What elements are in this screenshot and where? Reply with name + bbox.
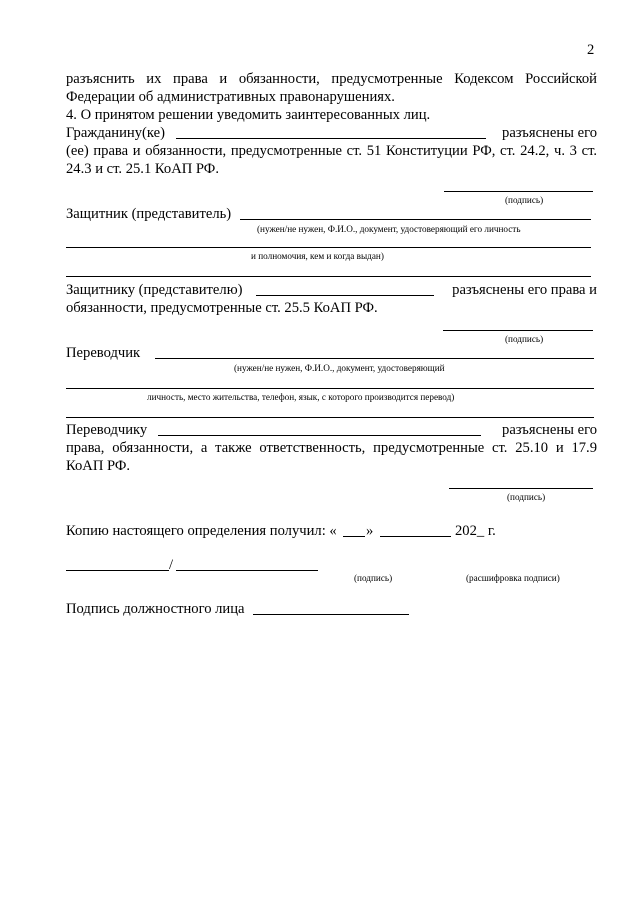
receipt-signature-line[interactable]: [66, 570, 169, 571]
to-defender-rights-line: обязанности, предусмотренные ст. 25.5 КоАП РФ.: [66, 300, 378, 316]
defender-label: Защитник (представитель): [66, 206, 232, 222]
defender-line-2[interactable]: [66, 247, 591, 248]
receipt-signature-caption: (подпись): [354, 573, 393, 583]
to-defender-name-line[interactable]: [256, 295, 434, 296]
official-signature-label: Подпись должностного лица: [66, 601, 245, 617]
citizen-name-line[interactable]: [176, 138, 486, 139]
to-translator-name-line[interactable]: [158, 435, 481, 436]
translator-caption-1: (нужен/не нужен, Ф.И.О., документ, удостоверяющий: [234, 363, 445, 373]
translator-caption-2: личность, место жительства, телефон, язык, с которого производится перевод): [147, 392, 455, 402]
translator-line-1[interactable]: [155, 358, 594, 359]
citizen-label: Гражданину(ке): [66, 125, 165, 141]
citizen-rights-line: 24.3 и ст. 25.1 КоАП РФ.: [66, 161, 219, 177]
citizen-rights-line: (ее) права и обязанности, предусмотренные ст. 51 Конституции РФ, ст. 24.2, ч. 3 ст.: [66, 143, 597, 159]
receipt-decoding-caption: (расшифровка подписи): [466, 573, 560, 583]
receipt-slash: /: [169, 557, 174, 573]
translator-line-3[interactable]: [66, 417, 594, 418]
to-translator-explained: разъяснены его: [502, 422, 597, 438]
official-signature-line[interactable]: [253, 614, 409, 615]
paragraph-line: разъяснить их права и обязанности, предусмотренные Кодексом Российской: [66, 71, 597, 87]
point-4: 4. О принятом решении уведомить заинтересованных лиц.: [66, 107, 431, 123]
to-translator-rights-line: права, обязанности, а также ответственность, предусмотренные ст. 25.10 и 17.9: [66, 440, 597, 456]
to-defender-signature-line[interactable]: [443, 330, 593, 331]
defender-caption-1: (нужен/не нужен, Ф.И.О., документ, удостоверяющий его личность: [257, 224, 521, 234]
translator-label: Переводчик: [66, 345, 141, 361]
to-translator-signature-caption: (подпись): [507, 492, 546, 502]
to-defender-signature-caption: (подпись): [505, 334, 544, 344]
to-defender-label: Защитнику (представителю): [66, 282, 243, 298]
defender-line-1[interactable]: [240, 219, 591, 220]
copy-received-quote: »: [366, 523, 374, 539]
copy-year: 202_ г.: [455, 523, 496, 539]
copy-received-text: Копию настоящего определения получил: «: [66, 523, 337, 539]
defender-caption-2: и полномочия, кем и когда выдан): [251, 251, 384, 261]
copy-month-line[interactable]: [380, 536, 451, 537]
paragraph-line: Федерации об административных правонарушениях.: [66, 89, 395, 105]
citizen-signature-caption: (подпись): [505, 195, 544, 205]
receipt-decoding-line[interactable]: [176, 570, 318, 571]
to-translator-label: Переводчику: [66, 422, 148, 438]
translator-line-2[interactable]: [66, 388, 594, 389]
defender-line-3[interactable]: [66, 276, 591, 277]
to-defender-explained: разъяснены его права и: [452, 282, 597, 298]
citizen-signature-line[interactable]: [444, 191, 593, 192]
copy-day-line[interactable]: [343, 536, 365, 537]
page-number: 2: [587, 42, 595, 58]
to-translator-signature-line[interactable]: [449, 488, 593, 489]
to-translator-rights-line: КоАП РФ.: [66, 458, 131, 474]
citizen-explained: разъяснены его: [502, 125, 597, 141]
